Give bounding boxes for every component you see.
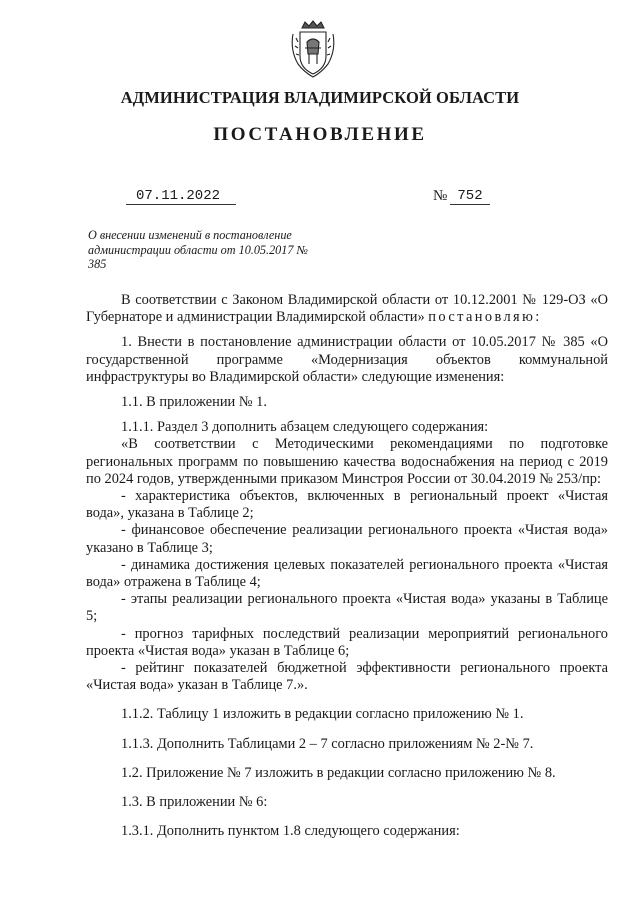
paragraph-item: 1. Внести в постановление администрации области от 10.05.2017 № 385 «О государственной программе «Модернизация объектов коммунальной инфраструктуры во Владимирской области» следующие изменения: — [86, 334, 608, 385]
preamble-paragraph — [86, 292, 608, 326]
coat-of-arms-icon — [288, 20, 338, 80]
list-item: - этапы реализации регионального проекта «Чистая вода» указаны в Таблице 5; — [86, 591, 608, 625]
number-sign: № — [433, 188, 448, 204]
document-subject: О внесении изменений в постановление администрации области от 10.05.2017 № 385 — [88, 228, 308, 271]
paragraph-item: 1.3.1. Дополнить пунктом 1.8 следующего содержания: — [121, 823, 460, 840]
list-item: - динамика достижения целевых показателей регионального проекта «Чистая вода» отражена в Таблице 4; — [86, 556, 608, 591]
paragraph-item: 1.2. Приложение № 7 изложить в редакции согласно приложению № 8. — [121, 764, 556, 781]
list-item: - финансовое обеспечение реализации регионального проекта «Чистая вода» указано в Таблице 3; — [86, 522, 608, 556]
paragraph-item: 1.1.3. Дополнить Таблицами 2 – 7 согласно приложениям № 2-№ 7. — [121, 735, 534, 752]
document-body — [86, 292, 608, 848]
list-item: - прогноз тарифных последствий реализации мероприятий регионального проекта «Чистая вода» указан в Таблице 6; — [86, 625, 608, 659]
document-number: 752 — [450, 188, 490, 205]
preamble-text: В соответствии с Законом Владимирской области от 10.12.2001 № 129-ОЗ «О Губернаторе и администрации Владимирской области» — [86, 292, 608, 326]
decree-word: постановляю: — [428, 309, 542, 326]
list-item: - рейтинг показателей бюджетной эффективности регионального проекта «Чистая вода» указан в Таблице 7.». — [86, 660, 608, 694]
document-type: ПОСТАНОВЛЕНИЕ — [213, 124, 427, 145]
organization-name: АДМИНИСТРАЦИЯ ВЛАДИМИРСКОЙ ОБЛАСТИ — [120, 88, 520, 107]
list-item: - характеристика объектов, включенных в региональный проект «Чистая вода», указана в Таблице 2; — [86, 488, 608, 522]
paragraph-item: 1.1.1. Раздел 3 дополнить абзацем следующего содержания: — [121, 419, 489, 436]
document-date: 07.11.2022 — [126, 188, 236, 205]
paragraph-item: 1.3. В приложении № 6: — [121, 794, 268, 811]
paragraph-item: «В соответствии с Методическими рекомендациями по подготовке региональных программ по повышению качества водоснабжения на период с 2019 по 2024 годов, утвержденными приказом Минстроя России от 30.04.2019 № 253/пр: — [86, 436, 608, 487]
paragraph-item: 1.1.2. Таблицу 1 изложить в редакции согласно приложению № 1. — [121, 706, 524, 723]
paragraph-item: 1.1. В приложении № 1. — [121, 394, 267, 411]
